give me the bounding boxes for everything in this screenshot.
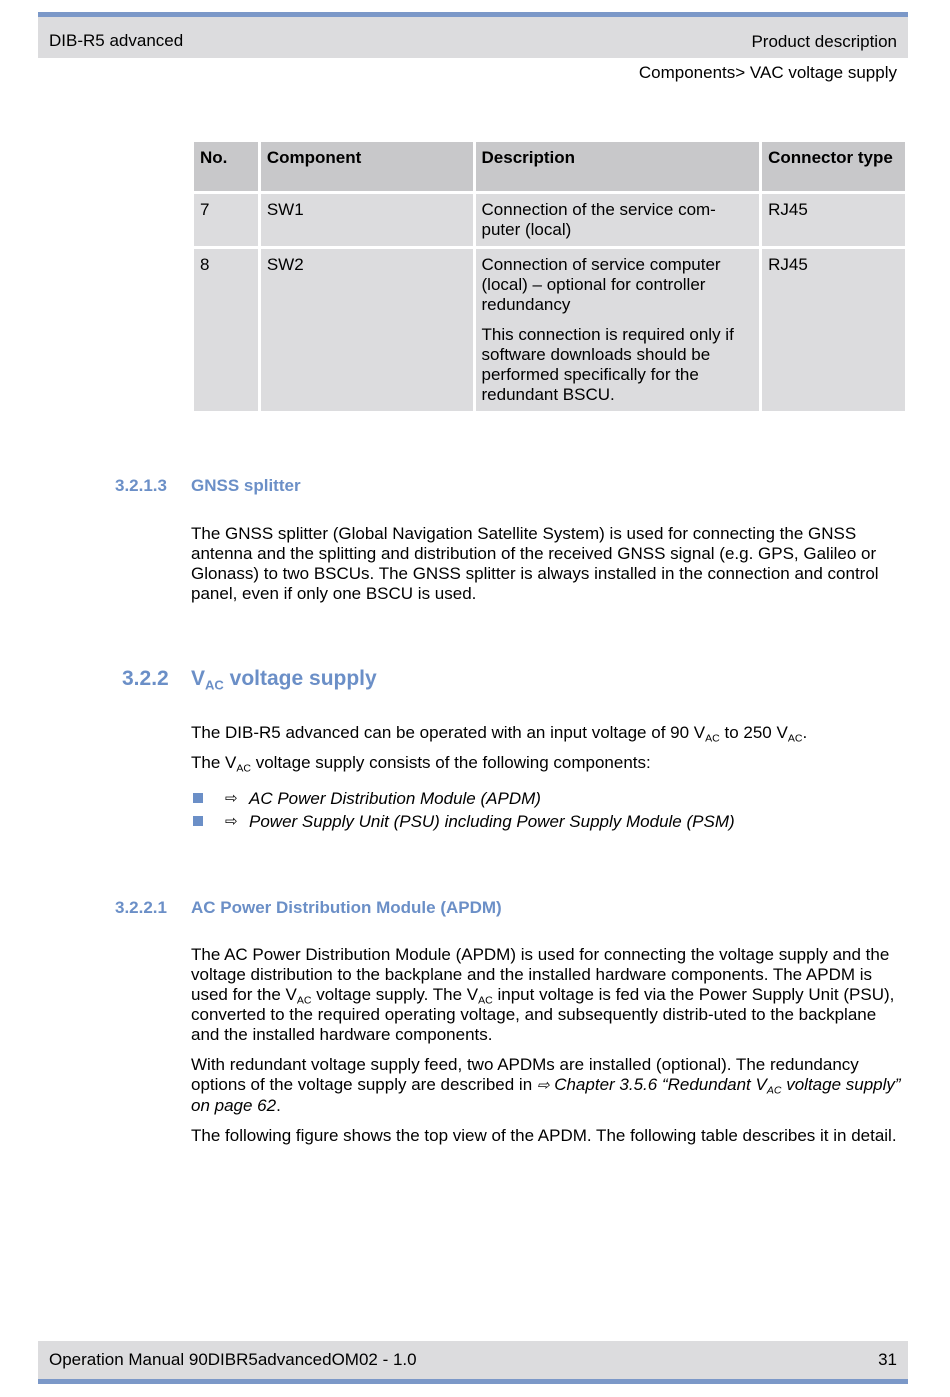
vac-components-text: The $V_{AC}$ voltage supply consists of the following components:: [191, 753, 651, 775]
description-note: This connection is required only if software downloads should be performed specifically for the redundant BSCU.: [481, 325, 734, 404]
column-header-component: Component: [261, 142, 473, 191]
bullet-square-icon: [193, 816, 203, 826]
footer-document-id: Operation Manual 90DIBR5advancedOM02 - 1.0: [49, 1350, 417, 1369]
vac-paragraphs: [191, 723, 907, 783]
cell-no: 8: [194, 249, 258, 411]
cell-connector: RJ45: [762, 194, 905, 246]
title-subscript: AC: [205, 677, 224, 693]
list-item-link[interactable]: Power Supply Unit (PSU) including Power Supply Module (PSM): [249, 812, 735, 831]
link-arrow-icon: ⇨: [536, 1077, 550, 1094]
apdm-redundancy-text: With redundant voltage supply feed, two APDMs are installed (optional). The redundancy options of the voltage supply are described in ⇨ Chapter 3.5.6 “Redundant $V_{AC}$ voltage supply” on page 62.: [191, 1055, 901, 1115]
description-text: Connection of service computer (local) – optional for controller redundancy: [481, 255, 721, 314]
footer-page-number: 31: [878, 1350, 897, 1369]
list-item-link[interactable]: AC Power Distribution Module (APDM): [249, 789, 541, 808]
bullet-square-icon: [193, 793, 203, 803]
column-header-connector-type: Connector type: [762, 142, 905, 191]
page-header: [38, 12, 908, 58]
cell-description: [476, 249, 760, 411]
description-text: Connection of the service com-puter (local): [481, 200, 716, 239]
breadcrumb: Components> VAC voltage supply: [638, 63, 897, 82]
cell-component: SW1: [261, 194, 473, 246]
apdm-paragraphs: [191, 945, 907, 1156]
gnss-text: The GNSS splitter (Global Navigation Satellite System) is used for connecting the GNSS antenna and the splitting and distribution of the received GNSS signal (e.g. GPS, Galileo or Glonass) to two BSCUs. The GNSS splitter is always installed in the connection and control panel, even if only one BSCU is used.: [191, 524, 879, 603]
link-arrow-icon: ⇨: [225, 790, 238, 807]
chapter-link[interactable]: ⇨ Chapter 3.5.6 “Redundant $V_{AC}$ voltage supply” on page 62: [191, 1075, 901, 1115]
section-title: GNSS splitter: [191, 476, 301, 495]
page-footer: [38, 1341, 908, 1384]
table-row: [194, 249, 905, 411]
title-text: voltage supply: [223, 667, 377, 690]
table-row: [194, 194, 905, 246]
link-arrow-icon: ⇨: [225, 813, 238, 830]
section-number: 3.2.1.3: [115, 476, 167, 495]
section-title: AC Power Distribution Module (APDM): [191, 898, 502, 917]
section-title: [191, 667, 377, 691]
cell-connector: RJ45: [762, 249, 905, 411]
component-table: [191, 139, 908, 414]
apdm-figure-text: The following figure shows the top view of the APDM. The following table describes it in detail.: [191, 1126, 897, 1145]
table-header-row: [194, 142, 905, 191]
column-header-no: No.: [194, 142, 258, 191]
header-product-name: DIB-R5 advanced: [49, 31, 184, 50]
section-number: 3.2.2: [122, 667, 169, 690]
apdm-description-text: The AC Power Distribution Module (APDM) is used for connecting the voltage supply and the voltage distribution to the backplane and the installed hardware components. The APDM is used for the $V_{AC}$ voltage supply. The $V_{AC}$ input voltage is fed via the Power Supply Unit (PSU), converted to the required operating voltage, and subsequently distrib-uted to the backplane and the installed hardware components.: [191, 945, 895, 1044]
header-section-name: Product description: [751, 32, 897, 51]
gnss-paragraph: [191, 524, 907, 614]
column-header-description: Description: [476, 142, 760, 191]
section-number: 3.2.2.1: [115, 898, 167, 917]
cell-description: [476, 194, 760, 246]
cell-no: 7: [194, 194, 258, 246]
vac-intro-text: The DIB-R5 advanced can be operated with an input voltage of 90 $V_{AC}$ to 250 $V_{AC}$.: [191, 723, 808, 745]
title-text: V: [191, 667, 206, 690]
cell-component: SW2: [261, 249, 473, 411]
